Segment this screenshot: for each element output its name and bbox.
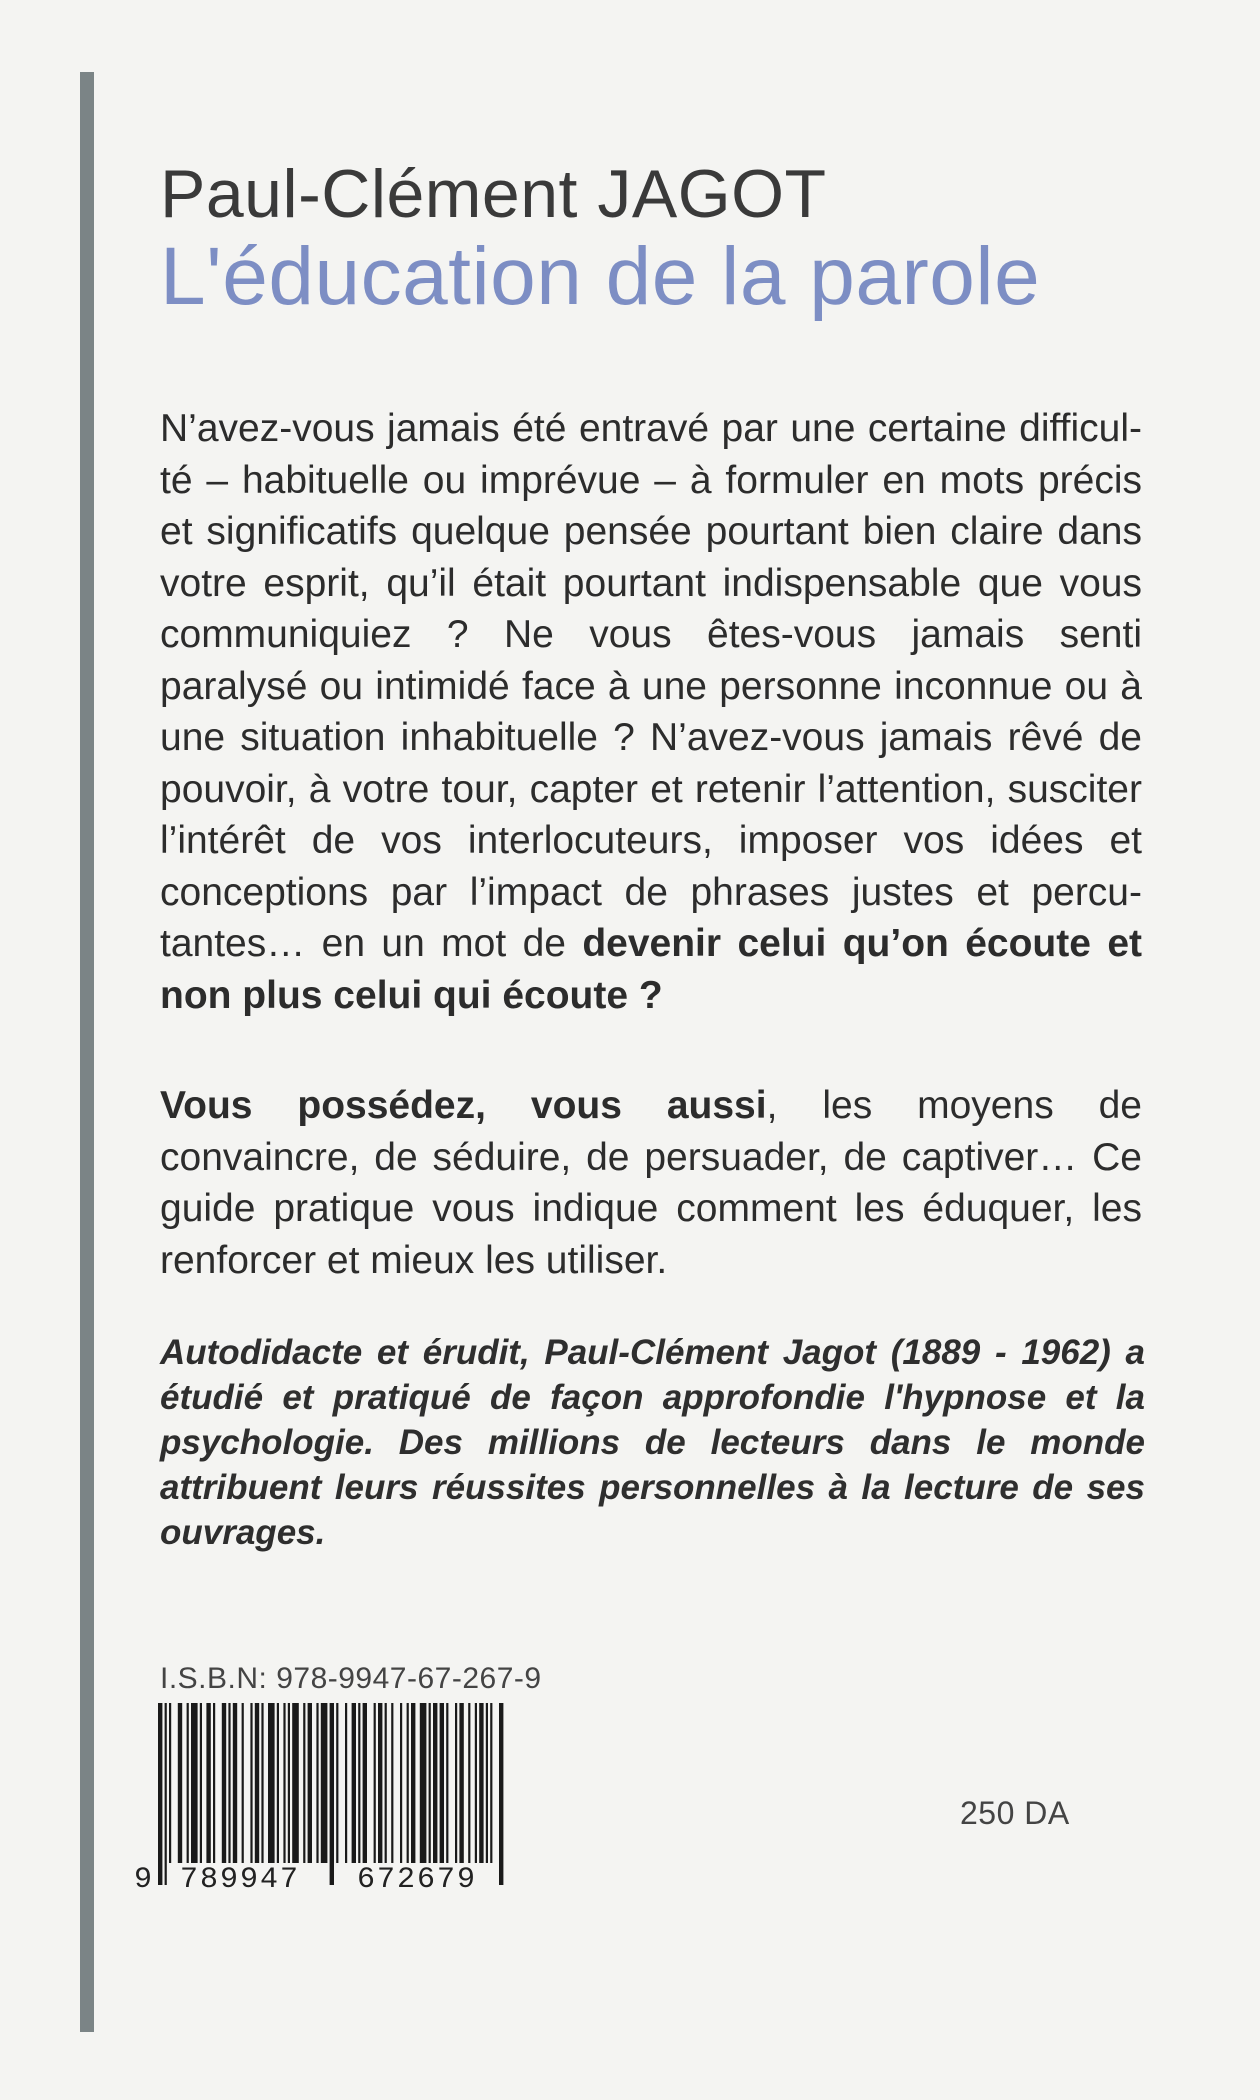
book-title: L'éducation de la parole [160,231,1041,322]
blurb-text-1: N’avez-vous jamais été entravé par une certaine difficulté – habituelle ou imprévue – à formuler en mots précis et significatifs quelque pensée pourtant bien claire dans votre esprit, qu’il était pourtant indispensable que vous communiquiez ? Ne vous êtes-vous jamais senti paralysé ou intimidé face à une personne inconnue ou à une situation inhabituelle ? N’avez-vous jamais rêvé de pouvoir, à votre tour, capter et retenir l’attention, susciter l’intérêt de vos interlocuteurs, imposer vos idées et conceptions par l’impact de phrases justes et percutantes… en un mot de [160,407,1142,965]
barcode-bar [158,1703,162,1885]
barcode-bar [200,1703,202,1863]
barcode-bar [242,1703,244,1863]
barcode-left-digits: 789947 [180,1863,301,1897]
barcode-bar [490,1703,492,1863]
barcode-bar [345,1703,347,1863]
barcode-bar [288,1703,290,1863]
barcode-bar [277,1703,279,1863]
barcode-bar [378,1703,382,1863]
barcode-bar [308,1703,312,1863]
barcode-bar [228,1703,230,1863]
barcode-bar [303,1703,305,1863]
barcode-bar [385,1703,387,1863]
barcode-bar [459,1703,463,1863]
barcode-bar [178,1703,182,1863]
isbn-label: I.S.B.N: 978-9947-67-267-9 [160,1662,542,1695]
barcode-bar [321,1703,328,1863]
blurb-text-2: , les moyens de convaincre, de séduire, de persuader, de captiver… Ce guide pratique vous indique comment les éduquer, les renforcer et mieux les utiliser. [160,1084,1143,1282]
barcode-bar [363,1703,367,1863]
barcode-bar [429,1703,431,1863]
barcode-bar [352,1703,356,1863]
author-name: Paul-Clément JAGOT [160,156,827,232]
barcode-right-digits: 672679 [357,1863,478,1897]
blurb-emphasis-1: devenir celui qu’on écoute et non plus celui qui écoute ? [160,922,1143,1017]
barcode-bar [479,1703,483,1863]
barcode-bar [411,1703,415,1863]
barcode-bar [400,1703,402,1863]
barcode-bar [433,1703,437,1863]
barcode-bar [330,1703,334,1885]
barcode [132,1703,532,1895]
barcode-bar [475,1703,477,1863]
barcode-bar [316,1703,318,1863]
barcode-bar [233,1703,237,1863]
barcode-bar [455,1703,457,1863]
barcode-bar [446,1703,448,1863]
barcode-bar [283,1703,285,1863]
barcode-bar [187,1703,189,1863]
barcode-bar [468,1703,470,1863]
barcode-bar [391,1703,393,1863]
barcode-bar [499,1703,503,1885]
spine-bar [80,72,94,2032]
barcode-bar [374,1703,376,1863]
blurb-paragraph-2 [160,1080,1142,1286]
barcode-bar [222,1703,226,1863]
about-author: Autodidacte et érudit, Paul-Clément Jagot (1889 - 1962) a étudié et pratiqué de façon approfondie l'hypnose et la psychologie. Des millions de lecteurs dans le monde attribuent leurs réussites personnelles à la lecture de ses ouvrages. [160,1333,1145,1552]
blurb-emphasis-2: Vous possédez, vous aussi [160,1084,767,1127]
barcode-first-digit: 9 [134,1863,153,1897]
barcode-bar [407,1703,409,1863]
barcode-bar [486,1703,488,1863]
barcode-bar [165,1703,167,1885]
barcode-bar [440,1703,444,1863]
barcode-bar [169,1703,171,1863]
barcode-bar [358,1703,360,1863]
barcode-bar [191,1703,198,1863]
barcode-bar [213,1703,215,1863]
barcode-bar [261,1703,263,1863]
barcode-bar [250,1703,252,1863]
barcode-bar [255,1703,259,1863]
barcode-bar [292,1703,299,1863]
blurb-paragraph-1 [160,403,1142,1021]
barcode-bar [336,1703,338,1863]
barcode-bar [268,1703,275,1863]
price-label: 250 DA [960,1795,1070,1831]
barcode-bar [420,1703,427,1863]
barcode-bar [206,1703,210,1863]
